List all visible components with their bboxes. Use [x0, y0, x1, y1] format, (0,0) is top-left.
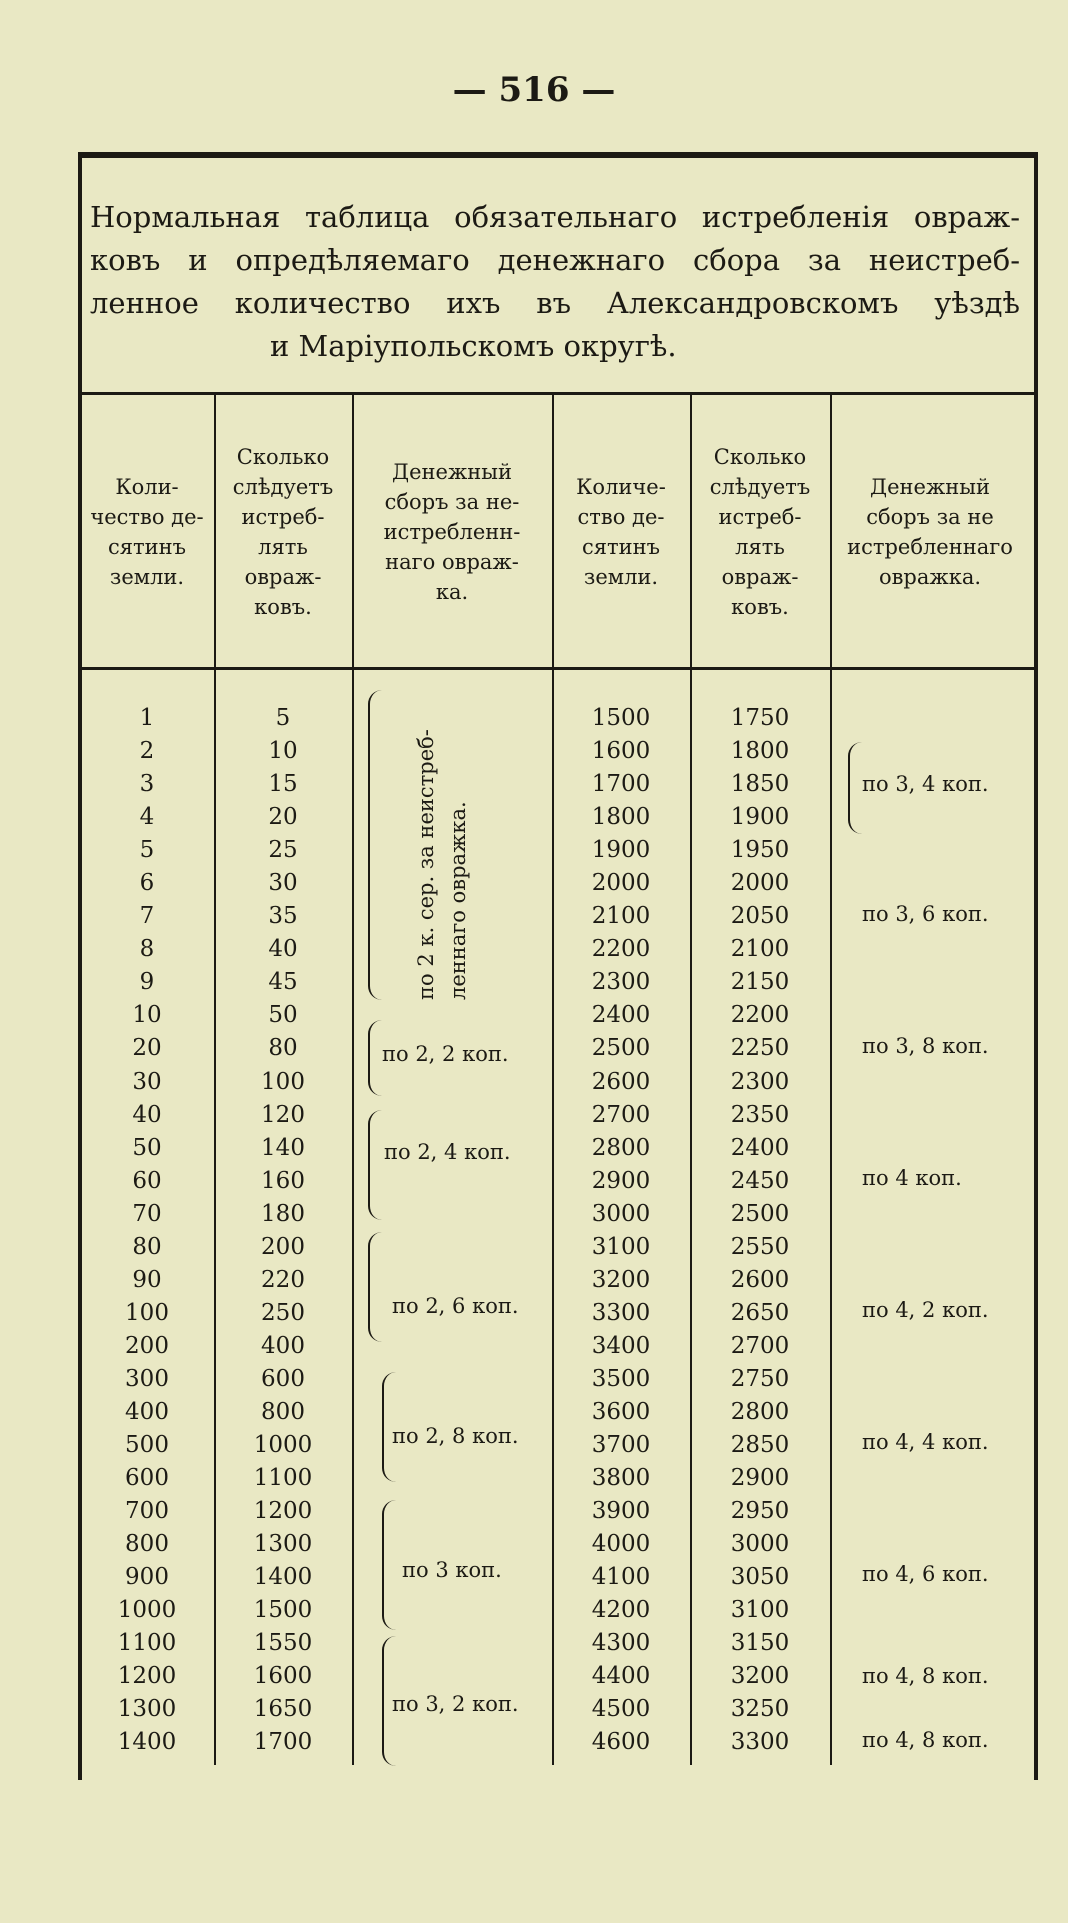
brace — [368, 1020, 382, 1096]
table-cell: 1600 — [591, 738, 651, 765]
table-cell: 2300 — [730, 1068, 790, 1095]
table-cell: 45 — [268, 969, 298, 996]
table-cell: 2100 — [730, 936, 790, 963]
table-cell: 35 — [268, 903, 298, 930]
fee-label: по 3, 2 коп. — [392, 1692, 519, 1716]
table-cell: 3100 — [591, 1233, 651, 1260]
header-desyatin-right: Количе- ство де- сятинъ земли. — [576, 475, 666, 589]
table-cell: 2100 — [591, 903, 651, 930]
table-cell: 15 — [268, 771, 298, 798]
table-cell: 250 — [261, 1299, 305, 1326]
top-rule — [78, 152, 1034, 158]
table-cell: 2150 — [730, 969, 790, 996]
fee-vertical-line2: леннаго оврaжка. — [446, 801, 470, 1000]
table-cell: 40 — [268, 936, 298, 963]
table-cell: 120 — [261, 1101, 305, 1128]
table-cell: 1 — [139, 705, 155, 731]
table-cell: 10 — [132, 1002, 162, 1029]
fee-label: по 4, 4 коп. — [862, 1430, 989, 1454]
table-cell: 10 — [268, 738, 298, 765]
table-cell: 100 — [125, 1299, 169, 1326]
table-cell: 40 — [132, 1101, 162, 1128]
table-cell: 2700 — [591, 1101, 651, 1128]
table-cell: 2600 — [730, 1266, 790, 1293]
table-cell: 2650 — [730, 1299, 790, 1326]
table-cell: 3700 — [591, 1432, 651, 1459]
fee-label: по 2, 4 коп. — [384, 1140, 511, 1164]
page-number: — 516 — — [452, 70, 616, 110]
table-cell: 2800 — [591, 1134, 651, 1161]
table-cell: 2800 — [730, 1398, 790, 1425]
table-cell: 3200 — [730, 1663, 790, 1690]
table-cell: 1850 — [730, 771, 790, 798]
table-cell: 2900 — [591, 1167, 651, 1194]
table-cell: 4600 — [591, 1729, 651, 1756]
column-desyatin-right — [554, 702, 688, 1760]
title-line: ковъ и опредѣляемаго денежнаго сбора за неистреб- — [90, 243, 1020, 277]
table-cell: 2500 — [591, 1035, 651, 1062]
column-ovrazhkov-right — [692, 702, 828, 1760]
header-fee-right: Денежный сборъ за не истребленнаго оврaжка. — [847, 475, 1013, 589]
table-cell: 140 — [261, 1134, 305, 1161]
table-cell: 400 — [125, 1398, 169, 1425]
table-cell: 220 — [261, 1266, 305, 1293]
table-cell: 7 — [139, 903, 155, 930]
table-cell: 600 — [261, 1365, 305, 1392]
table-cell: 2700 — [730, 1332, 790, 1359]
table-cell: 4400 — [591, 1663, 651, 1690]
table-cell: 90 — [132, 1266, 162, 1293]
table-cell: 2 — [139, 738, 155, 765]
table-cell: 160 — [261, 1167, 305, 1194]
table-cell: 1300 — [117, 1696, 177, 1723]
table-cell: 1400 — [117, 1729, 177, 1756]
title-rule — [78, 392, 1034, 395]
table-cell: 1500 — [253, 1597, 313, 1624]
fee-label: по 2, 6 коп. — [392, 1294, 519, 1318]
table-cell: 2600 — [591, 1068, 651, 1095]
table-cell: 1600 — [253, 1663, 313, 1690]
header-desyatin-left: Коли- чество де- сятинъ земли. — [90, 475, 204, 589]
table-cell: 400 — [261, 1332, 305, 1359]
table-cell: 3900 — [591, 1498, 651, 1525]
table-cell: 3600 — [591, 1398, 651, 1425]
table-cell: 1000 — [253, 1432, 313, 1459]
table-cell: 900 — [125, 1564, 169, 1591]
table-cell: 2500 — [730, 1200, 790, 1227]
table-cell: 1700 — [591, 771, 651, 798]
table-cell: 20 — [132, 1035, 162, 1062]
fee-vertical-line1: по 2 к. сер. за неистреб- — [414, 729, 438, 1000]
table-cell: 700 — [125, 1498, 169, 1525]
fee-label: по 3 коп. — [402, 1558, 502, 1582]
table-cell: 1900 — [591, 837, 651, 864]
column-ovrazhkov-left — [216, 702, 350, 1760]
table-cell: 3000 — [730, 1531, 790, 1558]
table-cell: 3800 — [591, 1465, 651, 1492]
table-cell: 1900 — [730, 804, 790, 831]
table-cell: 1700 — [253, 1729, 313, 1756]
table-cell: 1750 — [730, 705, 790, 731]
fee-label: по 2, 8 коп. — [392, 1424, 519, 1448]
table-cell: 4000 — [591, 1531, 651, 1558]
table-cell: 2400 — [730, 1134, 790, 1161]
header-ovrazhkov-right: Сколько слѣдуетъ истреб- лять овраж- ковъ. — [709, 445, 811, 619]
table-cell: 3500 — [591, 1365, 651, 1392]
table-cell: 5 — [139, 837, 155, 864]
table-cell: 2000 — [591, 870, 651, 897]
table-title — [90, 196, 1020, 368]
table-cell: 4 — [139, 804, 155, 831]
title-line: и Маріупольскомъ округѣ. — [270, 329, 677, 363]
table-cell: 1300 — [253, 1531, 313, 1558]
table-cell: 200 — [261, 1233, 305, 1260]
brace — [368, 1232, 382, 1342]
table-cell: 2750 — [730, 1365, 790, 1392]
title-line: ленное количество ихъ въ Александровскомъ уѣздѣ — [90, 286, 1020, 320]
brace — [382, 1500, 396, 1630]
fee-label: по 4, 6 коп. — [862, 1562, 989, 1586]
table-cell: 1650 — [253, 1696, 313, 1723]
fee-label: по 3, 4 коп. — [862, 772, 989, 796]
table-cell: 1000 — [117, 1597, 177, 1624]
table-cell: 80 — [268, 1035, 298, 1062]
table-cell: 3250 — [730, 1696, 790, 1723]
column-desyatin-left — [82, 702, 212, 1760]
fee-label: по 4, 8 коп. — [862, 1664, 989, 1688]
table-cell: 50 — [268, 1002, 298, 1029]
header-rule — [78, 667, 1034, 670]
table-cell: 3150 — [730, 1630, 790, 1657]
table-cell: 5 — [275, 705, 291, 731]
brace — [368, 690, 382, 1000]
table-cell: 2850 — [730, 1432, 790, 1459]
table-cell: 2200 — [730, 1002, 790, 1029]
fee-label: по 4, 2 коп. — [862, 1298, 989, 1322]
table-cell: 3400 — [591, 1332, 651, 1359]
table-cell: 3050 — [730, 1564, 790, 1591]
brace — [368, 1110, 382, 1220]
table-cell: 2200 — [591, 936, 651, 963]
table-cell: 4200 — [591, 1597, 651, 1624]
table-cell: 4500 — [591, 1696, 651, 1723]
table-cell: 3200 — [591, 1266, 651, 1293]
table-cell: 800 — [125, 1531, 169, 1558]
table-cell: 2450 — [730, 1167, 790, 1194]
table-cell: 4300 — [591, 1630, 651, 1657]
table-cell: 2300 — [591, 969, 651, 996]
title-line: Нормальная таблица обязательнаго истребленія овраж- — [90, 200, 1020, 234]
table-cell: 1550 — [253, 1630, 313, 1657]
table-cell: 800 — [261, 1398, 305, 1425]
table-cell: 1200 — [253, 1498, 313, 1525]
table-cell: 500 — [125, 1432, 169, 1459]
table-cell: 1950 — [730, 837, 790, 864]
table-cell: 2250 — [730, 1035, 790, 1062]
fee-label: по 2, 2 коп. — [382, 1042, 509, 1066]
table-cell: 100 — [261, 1068, 305, 1095]
table-cell: 1100 — [117, 1630, 177, 1657]
table-cell: 2400 — [591, 1002, 651, 1029]
table-cell: 3100 — [730, 1597, 790, 1624]
fee-label: по 4 коп. — [862, 1166, 962, 1190]
table-cell: 3300 — [730, 1729, 790, 1756]
fee-label: по 3, 8 коп. — [862, 1034, 989, 1058]
table-cell: 70 — [132, 1200, 162, 1227]
table-cell: 2550 — [730, 1233, 790, 1260]
table-cell: 6 — [139, 870, 155, 897]
table-cell: 3 — [139, 771, 155, 798]
table-cell: 2050 — [730, 903, 790, 930]
fee-label: по 4, 8 коп. — [862, 1728, 989, 1752]
table-cell: 2900 — [730, 1465, 790, 1492]
table-cell: 3300 — [591, 1299, 651, 1326]
table-cell: 600 — [125, 1465, 169, 1492]
table-cell: 8 — [139, 936, 155, 963]
table-cell: 25 — [268, 837, 298, 864]
table-cell: 1800 — [730, 738, 790, 765]
header-ovrazhkov-left: Сколько слѣдуетъ истреб- лять овраж- ковъ. — [232, 445, 334, 619]
table-cell: 9 — [139, 969, 155, 996]
table-cell: 2350 — [730, 1101, 790, 1128]
table-cell: 50 — [132, 1134, 162, 1161]
table-cell: 1100 — [253, 1465, 313, 1492]
table-cell: 20 — [268, 804, 298, 831]
table-cell: 80 — [132, 1233, 162, 1260]
table-cell: 60 — [132, 1167, 162, 1194]
table-cell: 1500 — [591, 705, 651, 731]
table-cell: 300 — [125, 1365, 169, 1392]
brace — [848, 742, 862, 834]
table-cell: 2000 — [730, 870, 790, 897]
table-cell: 1400 — [253, 1564, 313, 1591]
table-cell: 30 — [132, 1068, 162, 1095]
header-fee-left: Денежный сборъ за не- истребленн- наго овраж- ка. — [383, 460, 521, 604]
table-cell: 3000 — [591, 1200, 651, 1227]
table-cell: 200 — [125, 1332, 169, 1359]
table-cell: 4100 — [591, 1564, 651, 1591]
table-cell: 1200 — [117, 1663, 177, 1690]
table-cell: 1800 — [591, 804, 651, 831]
table-cell: 30 — [268, 870, 298, 897]
table-cell: 2950 — [730, 1498, 790, 1525]
fee-label: по 3, 6 коп. — [862, 902, 989, 926]
table-cell: 180 — [261, 1200, 305, 1227]
